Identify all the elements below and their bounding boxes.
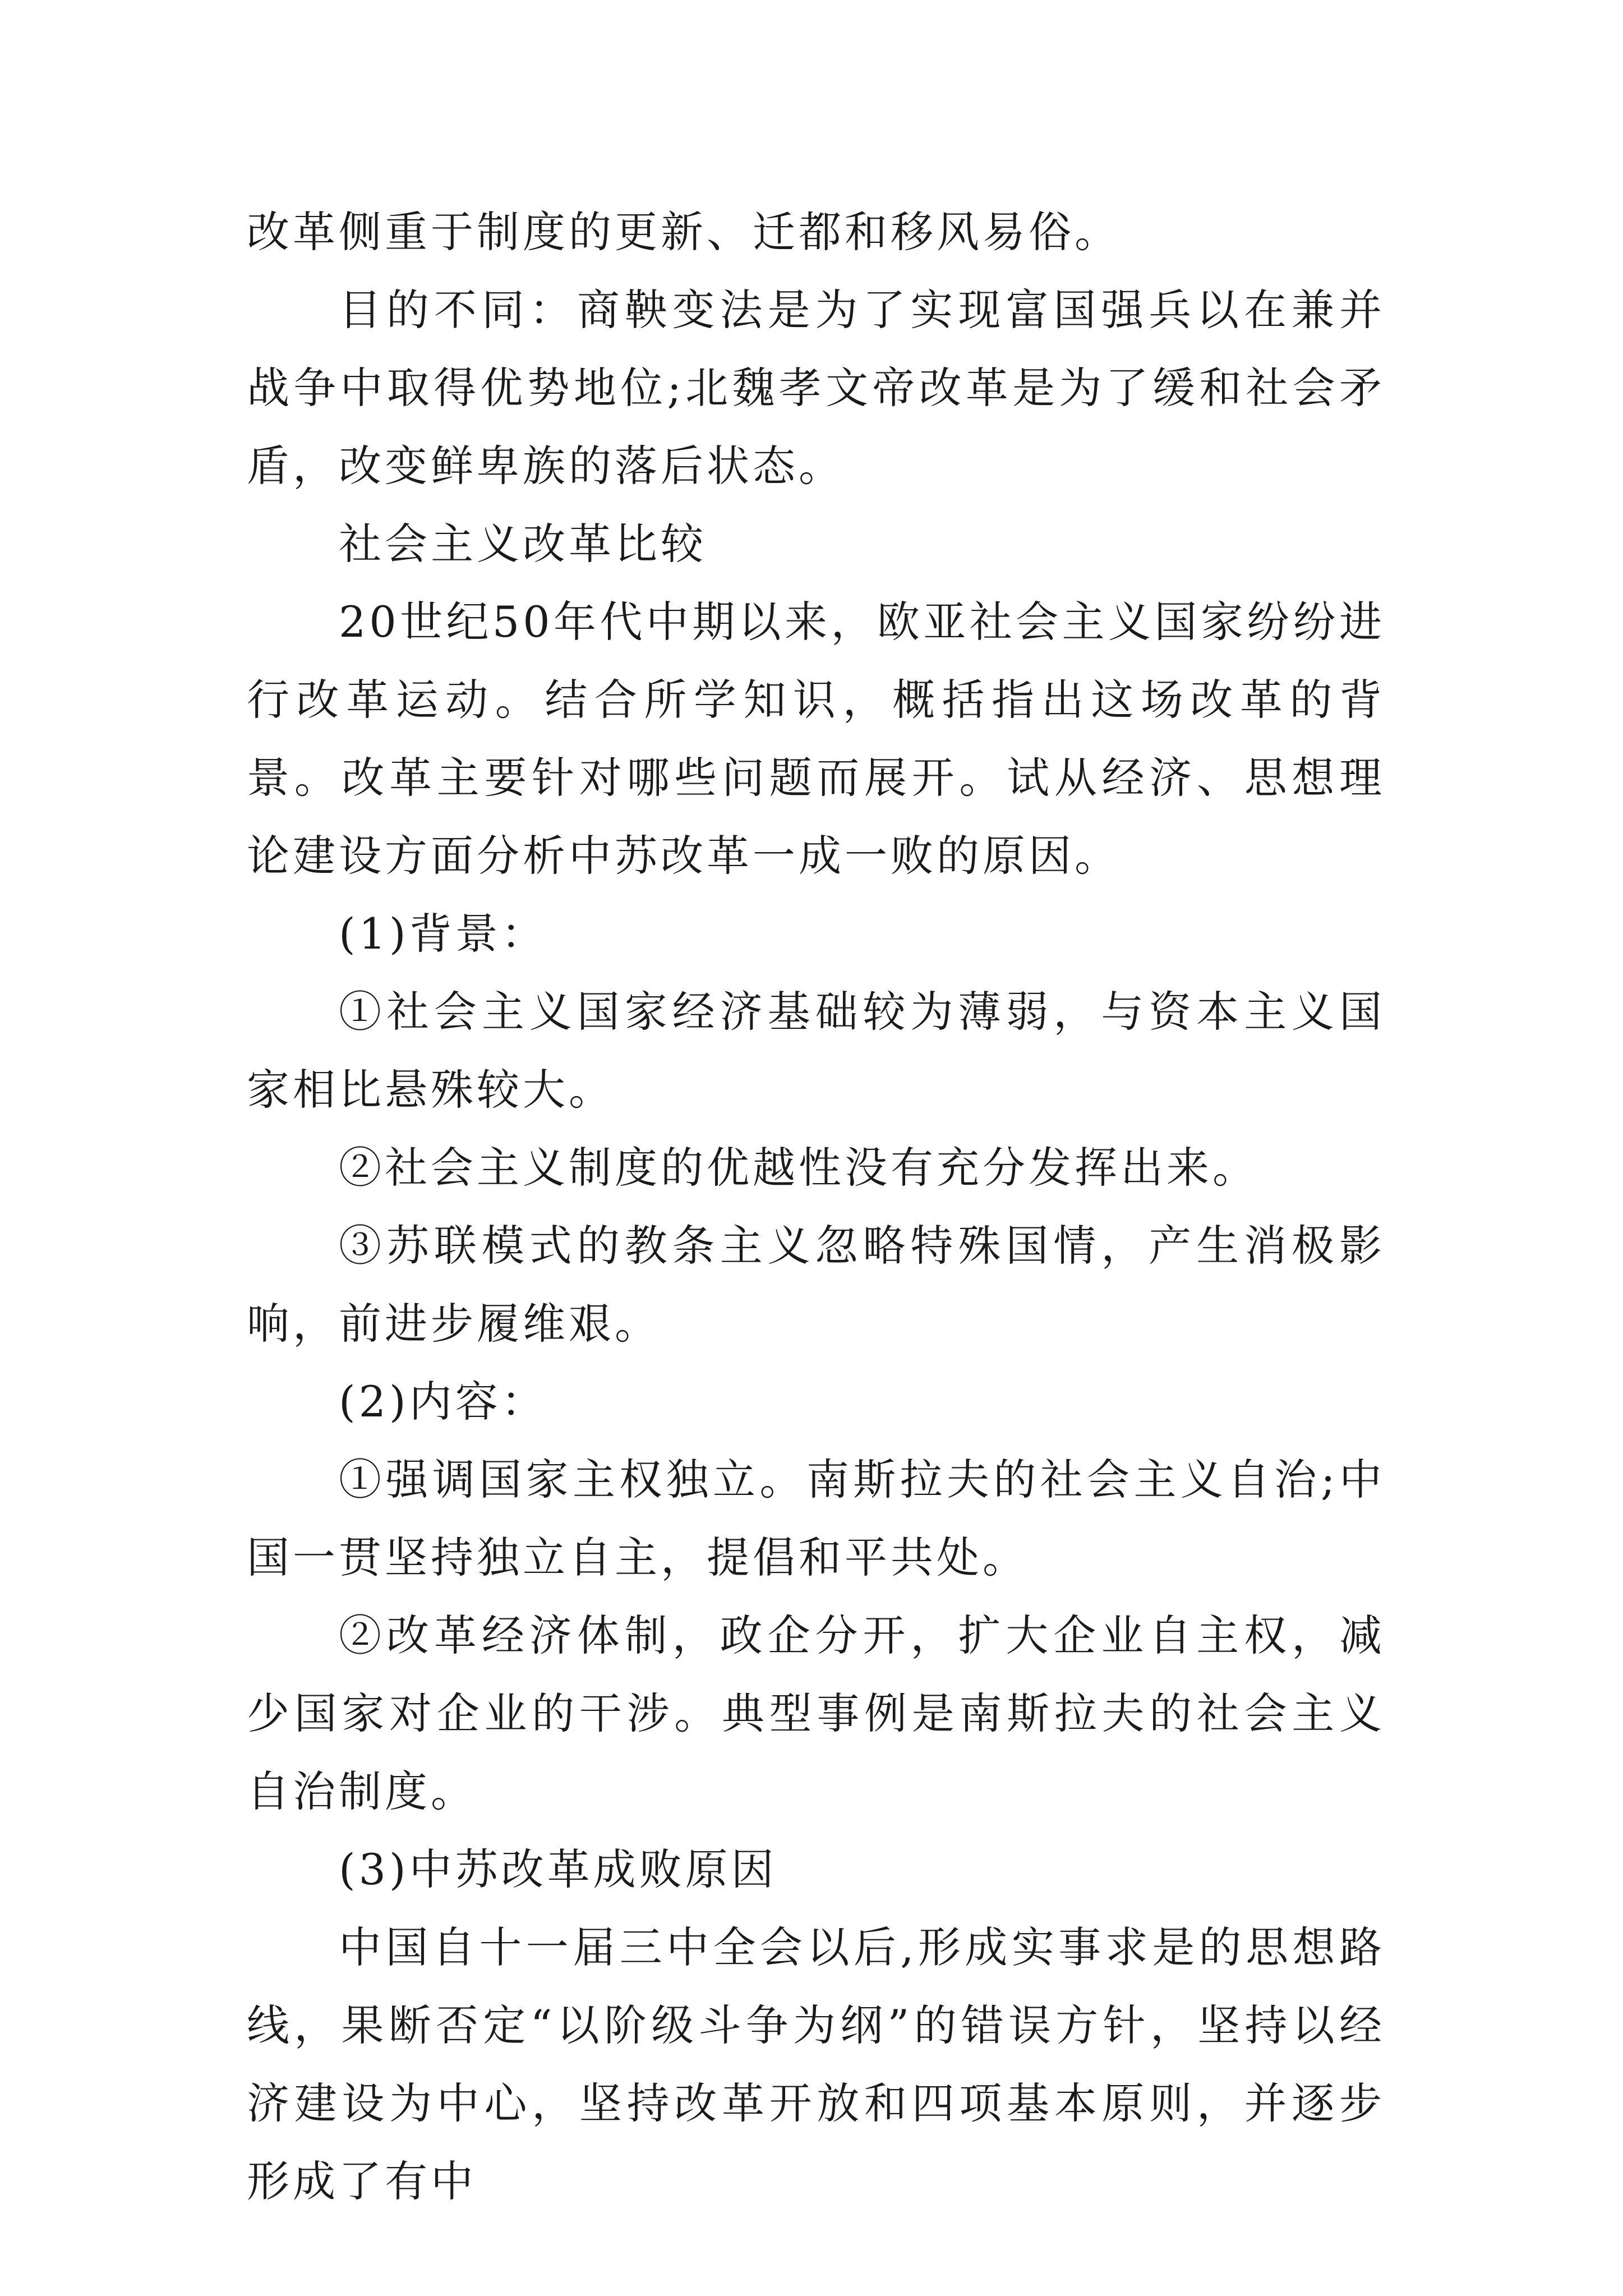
list-item-background-2: ②社会主义制度的优越性没有充分发挥出来。 [339,1143,1258,1193]
paragraph-question: 20世纪50年代中期以来，欧亚社会主义国家纷纷进行改革运动。结合所学知识，概括指出这场改革的背景。改革主要针对哪些问题而展开。试从经济、思想理论建设方面分析中苏改革一成一败的原因。 [247,597,1385,881]
list-item-background-1: ①社会主义国家经济基础较为薄弱，与资本主义国家相比悬殊较大。 [247,987,1385,1115]
list-item-content-2: ②改革经济体制，政企分开，扩大企业自主权，减少国家对企业的干涉。典型事例是南斯拉夫的社会主义自治制度。 [247,1611,1385,1816]
document-body [247,193,1385,2220]
paragraph-2: 目的不同：商鞅变法是为了实现富国强兵以在兼并战争中取得优势地位;北魏孝文帝改革是为了缓和社会矛盾，改变鲜卑族的落后状态。 [247,285,1385,491]
list-item-background-3: ③苏联模式的教条主义忽略特殊国情，产生消极影响，前进步履维艰。 [247,1221,1385,1349]
subheading-background: (1)背景： [339,909,547,959]
paragraph-1: 改革侧重于制度的更新、迁都和移风易俗。 [247,207,1121,257]
section-heading-socialist-reform: 社会主义改革比较 [339,519,707,569]
list-item-content-1: ①强调国家主权独立。南斯拉夫的社会主义自治;中国一贯坚持独立自主，提倡和平共处。 [247,1455,1385,1582]
paragraph-reasons: 中国自十一届三中全会以后,形成实事求是的思想路线，果断否定“以阶级斗争为纲”的错误方针，坚持以经济建设为中心，坚持改革开放和四项基本原则，并逐步形成了有中 [247,1922,1385,2206]
subheading-reasons: (3)中苏改革成败原因 [339,1844,777,1894]
subheading-content: (2)内容： [339,1377,547,1427]
